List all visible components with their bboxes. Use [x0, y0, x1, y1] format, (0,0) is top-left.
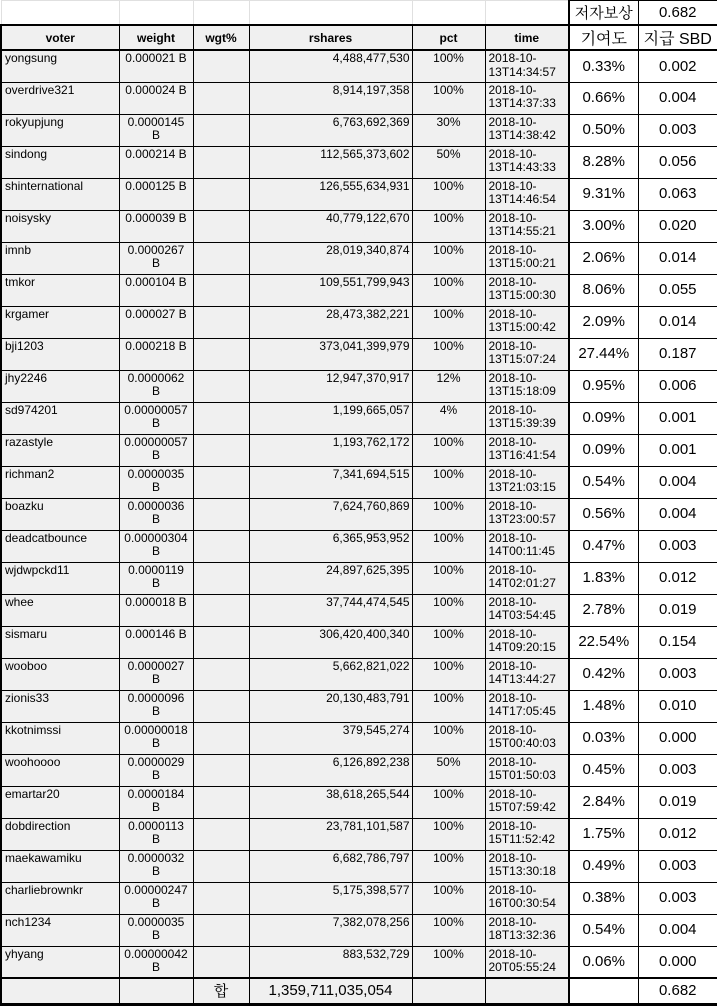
cell-pct: 100%	[412, 338, 485, 370]
table-body	[1, 50, 717, 978]
cell-pct: 100%	[412, 690, 485, 722]
cell-wgt-pct	[193, 114, 249, 146]
cell-time: 2018-10-13T14:46:54	[485, 178, 569, 210]
table-row	[1, 754, 717, 786]
cell-weight: 0.00000057 B	[119, 402, 193, 434]
table-row	[1, 466, 717, 498]
header-row	[1, 25, 717, 50]
cell-wgt-pct	[193, 818, 249, 850]
cell-voter: kkotnimssi	[1, 722, 119, 754]
cell-time: 2018-10-15T01:50:03	[485, 754, 569, 786]
cell-contribution: 0.06%	[569, 946, 638, 978]
cell-pct: 50%	[412, 146, 485, 178]
cell-contribution: 0.66%	[569, 82, 638, 114]
cell-voter: overdrive321	[1, 82, 119, 114]
cell-contribution: 8.28%	[569, 146, 638, 178]
cell-rshares: 28,019,340,874	[249, 242, 412, 274]
cell-payout-sbd: 0.000	[638, 946, 717, 978]
cell-wgt-pct	[193, 82, 249, 114]
cell-rshares: 6,763,692,369	[249, 114, 412, 146]
footer-empty-voter	[1, 978, 119, 1004]
cell-time: 2018-10-13T15:18:09	[485, 370, 569, 402]
cell-voter: whee	[1, 594, 119, 626]
cell-pct: 100%	[412, 946, 485, 978]
cell-weight: 0.0000096 B	[119, 690, 193, 722]
table-row	[1, 882, 717, 914]
col-header-weight: weight	[119, 25, 193, 50]
cell-time: 2018-10-15T00:40:03	[485, 722, 569, 754]
cell-payout-sbd: 0.006	[638, 370, 717, 402]
cell-time: 2018-10-13T15:00:42	[485, 306, 569, 338]
cell-weight: 0.0000119 B	[119, 562, 193, 594]
footer-sum-label: 합	[193, 978, 249, 1004]
table-row	[1, 50, 717, 82]
cell-time: 2018-10-13T14:38:42	[485, 114, 569, 146]
cell-contribution: 0.49%	[569, 850, 638, 882]
cell-rshares: 126,555,634,931	[249, 178, 412, 210]
cell-weight: 0.000039 B	[119, 210, 193, 242]
author-reward-value: 0.682	[638, 1, 717, 26]
cell-payout-sbd: 0.002	[638, 50, 717, 82]
cell-voter: noisysky	[1, 210, 119, 242]
cell-voter: tmkor	[1, 274, 119, 306]
cell-contribution: 22.54%	[569, 626, 638, 658]
cell-wgt-pct	[193, 50, 249, 82]
cell-voter: charliebrownkr	[1, 882, 119, 914]
cell-time: 2018-10-15T11:52:42	[485, 818, 569, 850]
cell-payout-sbd: 0.187	[638, 338, 717, 370]
cell-wgt-pct	[193, 178, 249, 210]
cell-payout-sbd: 0.004	[638, 498, 717, 530]
cell-wgt-pct	[193, 754, 249, 786]
cell-payout-sbd: 0.154	[638, 626, 717, 658]
empty-cell	[1, 1, 119, 26]
cell-voter: emartar20	[1, 786, 119, 818]
cell-contribution: 0.47%	[569, 530, 638, 562]
cell-weight: 0.000218 B	[119, 338, 193, 370]
cell-contribution: 0.09%	[569, 402, 638, 434]
cell-pct: 100%	[412, 242, 485, 274]
cell-rshares: 1,199,665,057	[249, 402, 412, 434]
cell-pct: 100%	[412, 50, 485, 82]
cell-voter: wjdwpckd11	[1, 562, 119, 594]
table-row	[1, 242, 717, 274]
cell-weight: 0.0000035 B	[119, 466, 193, 498]
cell-rshares: 8,914,197,358	[249, 82, 412, 114]
cell-wgt-pct	[193, 626, 249, 658]
footer-rshares-total: 1,359,711,035,054	[249, 978, 412, 1004]
cell-payout-sbd: 0.004	[638, 914, 717, 946]
cell-weight: 0.000024 B	[119, 82, 193, 114]
cell-time: 2018-10-13T15:07:24	[485, 338, 569, 370]
cell-voter: razastyle	[1, 434, 119, 466]
cell-voter: jhy2246	[1, 370, 119, 402]
cell-wgt-pct	[193, 722, 249, 754]
table-row	[1, 274, 717, 306]
cell-weight: 0.000027 B	[119, 306, 193, 338]
cell-payout-sbd: 0.001	[638, 402, 717, 434]
cell-wgt-pct	[193, 530, 249, 562]
cell-time: 2018-10-13T14:37:33	[485, 82, 569, 114]
cell-rshares: 37,744,474,545	[249, 594, 412, 626]
cell-rshares: 28,473,382,221	[249, 306, 412, 338]
footer-empty-time	[485, 978, 569, 1004]
cell-payout-sbd: 0.003	[638, 882, 717, 914]
cell-time: 2018-10-16T00:30:54	[485, 882, 569, 914]
cell-contribution: 1.48%	[569, 690, 638, 722]
cell-weight: 0.000018 B	[119, 594, 193, 626]
empty-cell	[119, 1, 193, 26]
cell-pct: 100%	[412, 466, 485, 498]
cell-rshares: 40,779,122,670	[249, 210, 412, 242]
cell-rshares: 24,897,625,395	[249, 562, 412, 594]
cell-payout-sbd: 0.014	[638, 242, 717, 274]
cell-voter: rokyupjung	[1, 114, 119, 146]
cell-time: 2018-10-20T05:55:24	[485, 946, 569, 978]
cell-voter: nch1234	[1, 914, 119, 946]
cell-payout-sbd: 0.003	[638, 850, 717, 882]
cell-time: 2018-10-14T00:11:45	[485, 530, 569, 562]
cell-wgt-pct	[193, 786, 249, 818]
cell-payout-sbd: 0.012	[638, 562, 717, 594]
cell-voter: boazku	[1, 498, 119, 530]
cell-contribution: 3.00%	[569, 210, 638, 242]
cell-weight: 0.0000113 B	[119, 818, 193, 850]
cell-wgt-pct	[193, 946, 249, 978]
cell-wgt-pct	[193, 242, 249, 274]
cell-weight: 0.0000035 B	[119, 914, 193, 946]
cell-rshares: 109,551,799,943	[249, 274, 412, 306]
table-row	[1, 370, 717, 402]
cell-payout-sbd: 0.020	[638, 210, 717, 242]
cell-pct: 100%	[412, 274, 485, 306]
cell-contribution: 0.95%	[569, 370, 638, 402]
cell-weight: 0.0000184 B	[119, 786, 193, 818]
cell-voter: imnb	[1, 242, 119, 274]
table-row	[1, 594, 717, 626]
table-row	[1, 914, 717, 946]
cell-pct: 100%	[412, 626, 485, 658]
empty-cell	[249, 1, 412, 26]
cell-time: 2018-10-13T23:00:57	[485, 498, 569, 530]
cell-contribution: 1.75%	[569, 818, 638, 850]
table-row	[1, 434, 717, 466]
table-row	[1, 690, 717, 722]
cell-contribution: 2.84%	[569, 786, 638, 818]
cell-weight: 0.00000057 B	[119, 434, 193, 466]
cell-time: 2018-10-18T13:32:36	[485, 914, 569, 946]
cell-weight: 0.000021 B	[119, 50, 193, 82]
cell-time: 2018-10-13T14:34:57	[485, 50, 569, 82]
cell-pct: 100%	[412, 850, 485, 882]
cell-wgt-pct	[193, 914, 249, 946]
table-row	[1, 210, 717, 242]
cell-rshares: 112,565,373,602	[249, 146, 412, 178]
cell-contribution: 0.50%	[569, 114, 638, 146]
cell-pct: 100%	[412, 914, 485, 946]
cell-payout-sbd: 0.012	[638, 818, 717, 850]
cell-rshares: 379,545,274	[249, 722, 412, 754]
footer-empty-weight	[119, 978, 193, 1004]
cell-contribution: 0.03%	[569, 722, 638, 754]
cell-voter: deadcatbounce	[1, 530, 119, 562]
cell-payout-sbd: 0.003	[638, 114, 717, 146]
cell-voter: maekawamiku	[1, 850, 119, 882]
cell-voter: zionis33	[1, 690, 119, 722]
table-row	[1, 658, 717, 690]
cell-payout-sbd: 0.000	[638, 722, 717, 754]
cell-rshares: 5,175,398,577	[249, 882, 412, 914]
cell-voter: shinternational	[1, 178, 119, 210]
cell-pct: 4%	[412, 402, 485, 434]
cell-weight: 0.0000029 B	[119, 754, 193, 786]
cell-pct: 100%	[412, 82, 485, 114]
cell-contribution: 0.45%	[569, 754, 638, 786]
cell-weight: 0.000214 B	[119, 146, 193, 178]
cell-pct: 100%	[412, 178, 485, 210]
cell-wgt-pct	[193, 402, 249, 434]
cell-contribution: 0.38%	[569, 882, 638, 914]
cell-wgt-pct	[193, 498, 249, 530]
cell-wgt-pct	[193, 274, 249, 306]
footer-row	[1, 978, 717, 1004]
cell-rshares: 12,947,370,917	[249, 370, 412, 402]
table-row	[1, 338, 717, 370]
col-header-voter: voter	[1, 25, 119, 50]
table-row	[1, 946, 717, 978]
cell-contribution: 0.42%	[569, 658, 638, 690]
cell-voter: sd974201	[1, 402, 119, 434]
footer-empty-pct	[412, 978, 485, 1004]
cell-rshares: 20,130,483,791	[249, 690, 412, 722]
cell-weight: 0.000146 B	[119, 626, 193, 658]
cell-contribution: 9.31%	[569, 178, 638, 210]
cell-payout-sbd: 0.003	[638, 754, 717, 786]
cell-time: 2018-10-14T17:05:45	[485, 690, 569, 722]
table-row	[1, 818, 717, 850]
cell-rshares: 7,382,078,256	[249, 914, 412, 946]
table-row	[1, 626, 717, 658]
cell-weight: 0.00000042 B	[119, 946, 193, 978]
cell-rshares: 373,041,399,979	[249, 338, 412, 370]
cell-pct: 100%	[412, 562, 485, 594]
cell-time: 2018-10-14T03:54:45	[485, 594, 569, 626]
cell-wgt-pct	[193, 466, 249, 498]
cell-pct: 100%	[412, 210, 485, 242]
table-row	[1, 722, 717, 754]
col-header-pct: pct	[412, 25, 485, 50]
cell-weight: 0.0000267 B	[119, 242, 193, 274]
cell-contribution: 2.09%	[569, 306, 638, 338]
cell-payout-sbd: 0.003	[638, 658, 717, 690]
cell-weight: 0.00000018 B	[119, 722, 193, 754]
cell-time: 2018-10-14T09:20:15	[485, 626, 569, 658]
cell-rshares: 4,488,477,530	[249, 50, 412, 82]
table-row	[1, 402, 717, 434]
cell-pct: 30%	[412, 114, 485, 146]
author-reward-label: 저자보상	[569, 1, 638, 26]
cell-contribution: 8.06%	[569, 274, 638, 306]
cell-voter: krgamer	[1, 306, 119, 338]
cell-pct: 100%	[412, 530, 485, 562]
cell-contribution: 2.78%	[569, 594, 638, 626]
empty-cell	[485, 1, 569, 26]
cell-pct: 100%	[412, 818, 485, 850]
cell-payout-sbd: 0.014	[638, 306, 717, 338]
cell-time: 2018-10-13T15:00:30	[485, 274, 569, 306]
cell-contribution: 0.33%	[569, 50, 638, 82]
cell-pct: 100%	[412, 882, 485, 914]
cell-weight: 0.000104 B	[119, 274, 193, 306]
empty-cell	[412, 1, 485, 26]
cell-rshares: 23,781,101,587	[249, 818, 412, 850]
cell-rshares: 6,126,892,238	[249, 754, 412, 786]
cell-wgt-pct	[193, 434, 249, 466]
cell-time: 2018-10-13T14:43:33	[485, 146, 569, 178]
cell-contribution: 0.54%	[569, 466, 638, 498]
cell-time: 2018-10-14T13:44:27	[485, 658, 569, 690]
cell-contribution: 1.83%	[569, 562, 638, 594]
table-row	[1, 306, 717, 338]
cell-voter: sismaru	[1, 626, 119, 658]
top-strip-row	[1, 1, 717, 26]
cell-time: 2018-10-13T16:41:54	[485, 434, 569, 466]
cell-contribution: 0.09%	[569, 434, 638, 466]
cell-payout-sbd: 0.004	[638, 82, 717, 114]
table-row	[1, 178, 717, 210]
cell-payout-sbd: 0.001	[638, 434, 717, 466]
cell-time: 2018-10-15T07:59:42	[485, 786, 569, 818]
cell-contribution: 0.56%	[569, 498, 638, 530]
cell-pct: 100%	[412, 786, 485, 818]
footer-payout-total: 0.682	[638, 978, 717, 1004]
cell-rshares: 883,532,729	[249, 946, 412, 978]
col-header-payout-sbd: 지급 SBD	[638, 25, 717, 50]
col-header-rshares: rshares	[249, 25, 412, 50]
cell-weight: 0.0000145 B	[119, 114, 193, 146]
cell-weight: 0.0000036 B	[119, 498, 193, 530]
col-header-contribution: 기여도	[569, 25, 638, 50]
table-row	[1, 114, 717, 146]
footer-empty-contribution	[569, 978, 638, 1004]
table-row	[1, 850, 717, 882]
col-header-time: time	[485, 25, 569, 50]
cell-time: 2018-10-13T15:00:21	[485, 242, 569, 274]
cell-weight: 0.0000062 B	[119, 370, 193, 402]
cell-wgt-pct	[193, 658, 249, 690]
table-row	[1, 82, 717, 114]
cell-voter: yhyang	[1, 946, 119, 978]
cell-voter: richman2	[1, 466, 119, 498]
table-row	[1, 530, 717, 562]
empty-cell	[193, 1, 249, 26]
cell-time: 2018-10-13T21:03:15	[485, 466, 569, 498]
cell-payout-sbd: 0.056	[638, 146, 717, 178]
cell-weight: 0.0000027 B	[119, 658, 193, 690]
table-row	[1, 562, 717, 594]
cell-wgt-pct	[193, 850, 249, 882]
cell-voter: yongsung	[1, 50, 119, 82]
cell-wgt-pct	[193, 146, 249, 178]
table-row	[1, 146, 717, 178]
cell-weight: 0.0000032 B	[119, 850, 193, 882]
cell-payout-sbd: 0.019	[638, 594, 717, 626]
cell-rshares: 306,420,400,340	[249, 626, 412, 658]
cell-time: 2018-10-13T14:55:21	[485, 210, 569, 242]
cell-wgt-pct	[193, 882, 249, 914]
cell-pct: 100%	[412, 722, 485, 754]
cell-weight: 0.00000247 B	[119, 882, 193, 914]
cell-pct: 100%	[412, 306, 485, 338]
cell-voter: bji1203	[1, 338, 119, 370]
cell-wgt-pct	[193, 690, 249, 722]
cell-rshares: 5,662,821,022	[249, 658, 412, 690]
cell-contribution: 0.54%	[569, 914, 638, 946]
cell-pct: 100%	[412, 594, 485, 626]
cell-time: 2018-10-13T15:39:39	[485, 402, 569, 434]
cell-rshares: 1,193,762,172	[249, 434, 412, 466]
cell-pct: 100%	[412, 434, 485, 466]
cell-weight: 0.000125 B	[119, 178, 193, 210]
cell-wgt-pct	[193, 562, 249, 594]
cell-rshares: 6,365,953,952	[249, 530, 412, 562]
cell-time: 2018-10-14T02:01:27	[485, 562, 569, 594]
cell-payout-sbd: 0.003	[638, 530, 717, 562]
cell-wgt-pct	[193, 338, 249, 370]
cell-rshares: 6,682,786,797	[249, 850, 412, 882]
cell-voter: dobdirection	[1, 818, 119, 850]
cell-wgt-pct	[193, 594, 249, 626]
cell-payout-sbd: 0.055	[638, 274, 717, 306]
cell-rshares: 38,618,265,544	[249, 786, 412, 818]
cell-voter: sindong	[1, 146, 119, 178]
table-row	[1, 786, 717, 818]
cell-wgt-pct	[193, 210, 249, 242]
cell-weight: 0.00000304 B	[119, 530, 193, 562]
cell-payout-sbd: 0.019	[638, 786, 717, 818]
cell-pct: 100%	[412, 658, 485, 690]
cell-voter: wooboo	[1, 658, 119, 690]
cell-contribution: 2.06%	[569, 242, 638, 274]
cell-pct: 100%	[412, 498, 485, 530]
cell-contribution: 27.44%	[569, 338, 638, 370]
cell-voter: woohoooo	[1, 754, 119, 786]
table-row	[1, 498, 717, 530]
cell-time: 2018-10-15T13:30:18	[485, 850, 569, 882]
cell-pct: 12%	[412, 370, 485, 402]
cell-payout-sbd: 0.010	[638, 690, 717, 722]
col-header-wgt-pct: wgt%	[193, 25, 249, 50]
cell-payout-sbd: 0.063	[638, 178, 717, 210]
cell-rshares: 7,624,760,869	[249, 498, 412, 530]
cell-rshares: 7,341,694,515	[249, 466, 412, 498]
cell-wgt-pct	[193, 306, 249, 338]
cell-wgt-pct	[193, 370, 249, 402]
cell-pct: 50%	[412, 754, 485, 786]
cell-payout-sbd: 0.004	[638, 466, 717, 498]
